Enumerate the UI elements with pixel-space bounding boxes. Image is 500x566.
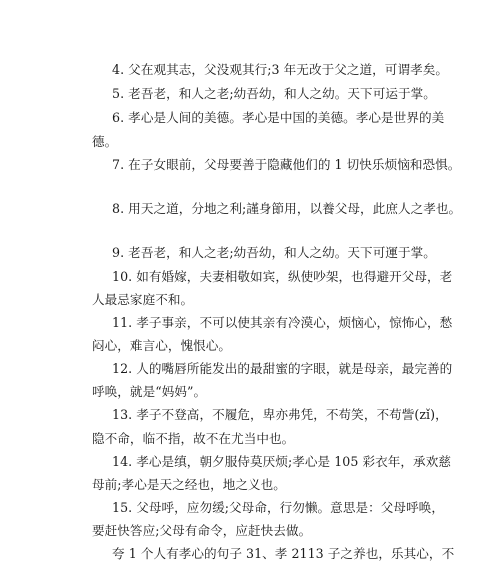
text-line-19: 要赶快答应;父母有命令，应赶快去做。 bbox=[92, 523, 312, 538]
text-line-3: 6. 孝心是人间的美德。孝心是中国的美德。孝心是世界的美 bbox=[112, 110, 445, 125]
text-line-11: 闷心，难言心，愧恨心。 bbox=[92, 338, 232, 353]
text-line-18: 15. 父母呼，应勿缓;父母命，行勿懒。意思是：父母呼唤， bbox=[112, 500, 444, 515]
text-line-10: 11. 孝子事亲，不可以使其亲有冷漠心，烦恼心，惊怖心，愁 bbox=[112, 315, 453, 330]
text-line-4: 德。 bbox=[92, 134, 118, 149]
text-line-20: 夸 1 个人有孝心的句子 31、孝 2113 子之养也，乐其心，不 bbox=[112, 546, 455, 561]
text-line-14: 13. 孝子不登高，不履危，卑亦弗凭，不苟笑，不苟訾(zǐ)， bbox=[112, 407, 448, 422]
text-line-5: 7. 在子女眼前，父母要善于隐藏他们的 1 切快乐烦恼和恐惧。 bbox=[112, 157, 461, 172]
text-line-12: 12. 人的嘴唇所能发出的最甜蜜的字眼，就是母亲，最完善的 bbox=[112, 361, 453, 376]
text-line-16: 14. 孝心是缜，朝夕服侍莫厌烦;孝心是 105 彩衣年，承欢慈 bbox=[112, 454, 451, 469]
text-line-9: 人最忌家庭不和。 bbox=[92, 292, 194, 307]
text-line-2: 5. 老吾老，和人之老;幼吾幼，和人之幼。天下可运于掌。 bbox=[112, 86, 436, 101]
text-line-6: 8. 用天之道，分地之利;謹身節用，以養父母，此庶人之孝也。 bbox=[112, 201, 462, 216]
text-line-8: 10. 如有婚嫁，夫妻相敬如宾，纵使吵架，也得避开父母，老 bbox=[112, 269, 453, 284]
text-line-13: 呼唤，就是“妈妈”。 bbox=[92, 384, 207, 399]
text-line-15: 隐不命，临不指，故不在尤当中也。 bbox=[92, 431, 295, 446]
text-line-7: 9. 老吾老，和人之老;幼吾幼，和人之幼。天下可運于掌。 bbox=[112, 245, 436, 260]
text-line-1: 4. 父在观其志，父没观其行;3 年无改于父之道，可谓孝矣。 bbox=[112, 62, 449, 77]
text-line-17: 母前;孝心是天之经也，地之义也。 bbox=[92, 477, 286, 492]
